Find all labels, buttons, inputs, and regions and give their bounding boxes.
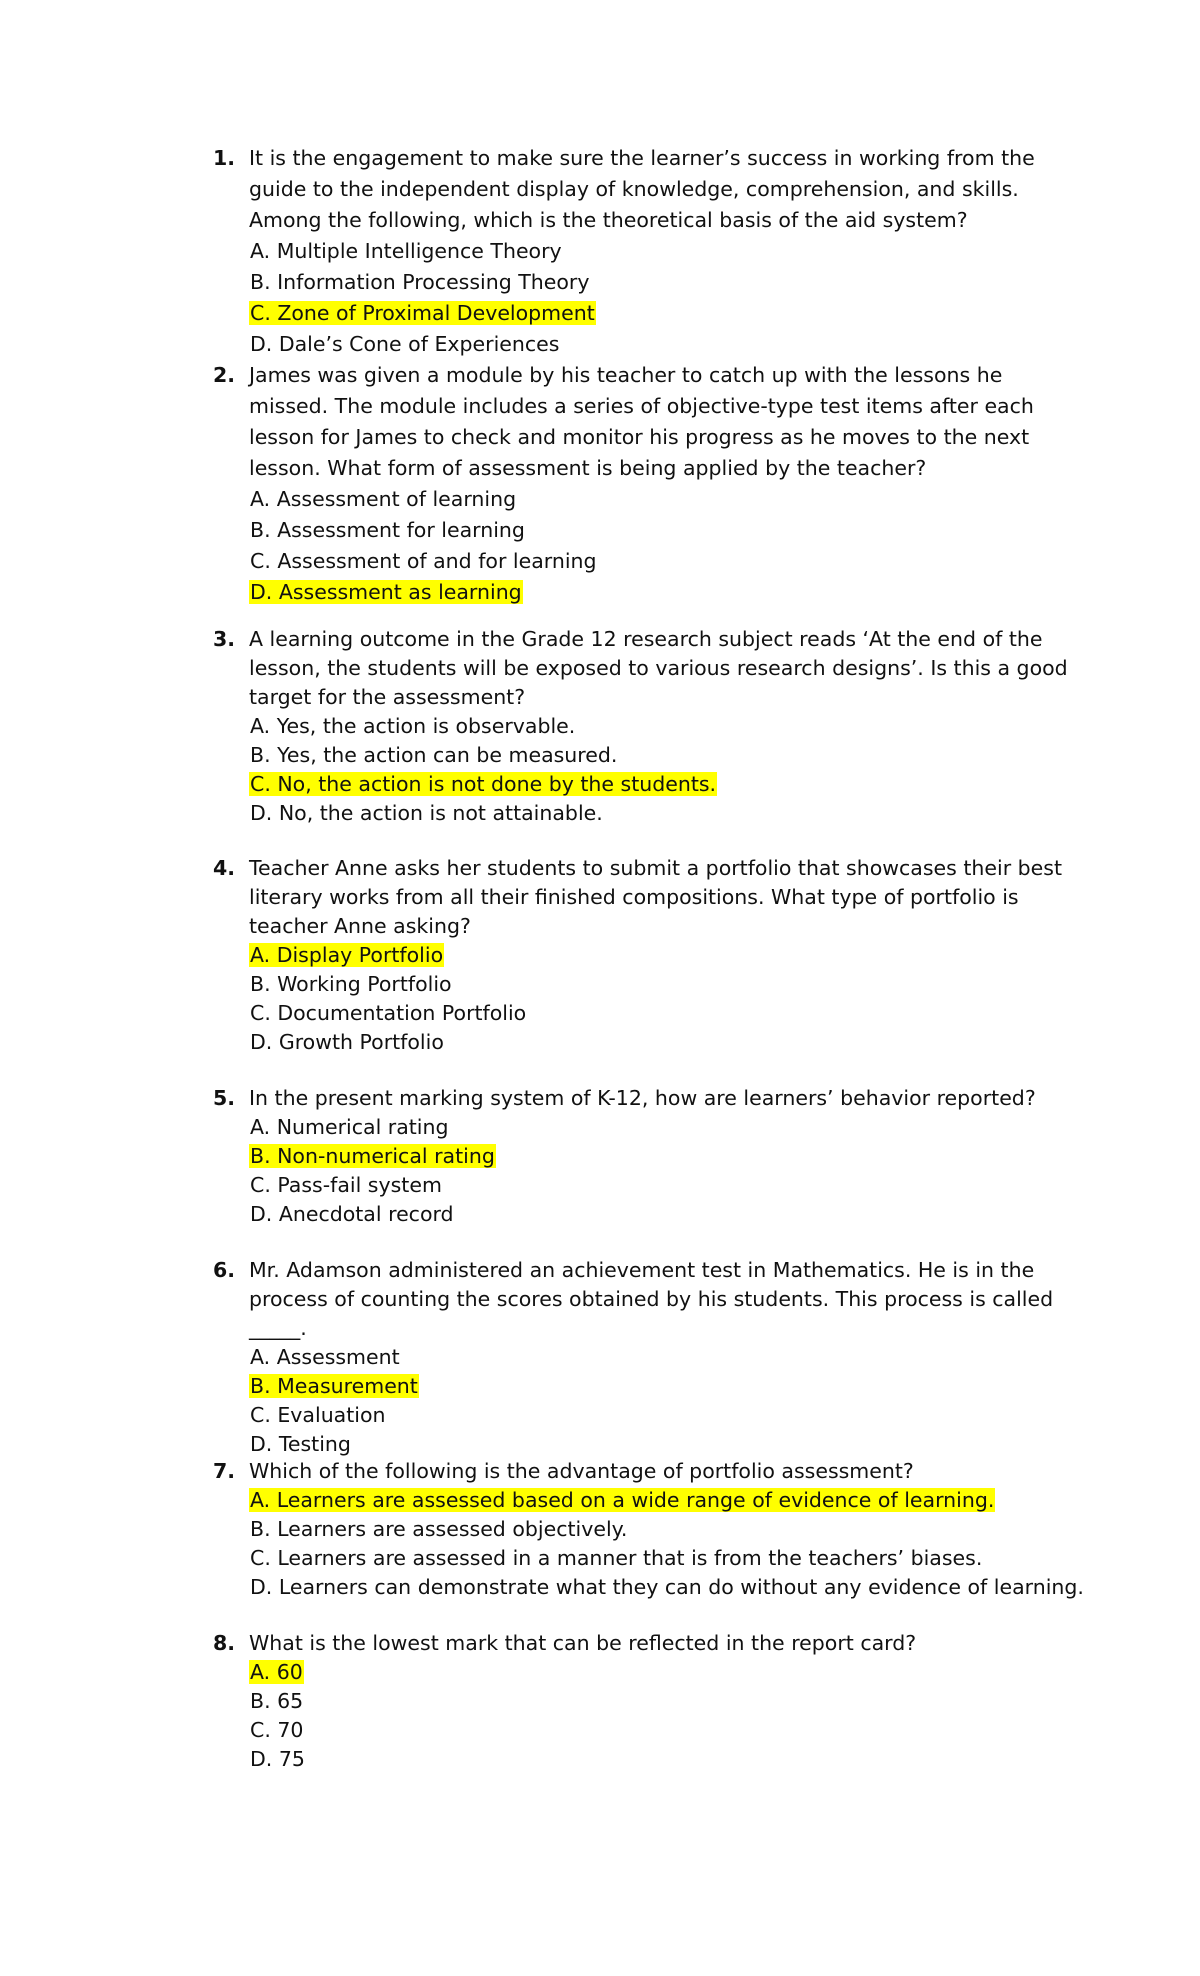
question-number: 4.	[213, 856, 236, 880]
option-label: C. Documentation Portfolio	[250, 1001, 527, 1025]
option-b	[249, 1687, 1073, 1716]
option-c	[249, 546, 1073, 577]
option-d	[249, 1745, 1073, 1774]
option-label: A. 60	[250, 1660, 303, 1684]
option-d	[249, 1200, 1073, 1229]
option-b-correct-answer	[249, 1142, 1073, 1171]
question-number: 2.	[213, 363, 236, 387]
option-a-correct-answer	[249, 1486, 1073, 1515]
question-text: It is the engagement to make sure the learner’s success in working from the guide to the independent display of knowledge, comprehension, and skills. Among the following, which is the theoretical basis of the aid system?	[249, 146, 1035, 232]
option-d	[249, 799, 1073, 828]
question-body	[249, 1256, 1073, 1459]
option-d	[249, 329, 1073, 360]
option-a	[249, 712, 1073, 741]
question-body	[249, 143, 1073, 360]
question-1	[213, 143, 1073, 360]
option-label: C. 70	[250, 1718, 304, 1742]
option-c	[249, 999, 1073, 1028]
option-c	[249, 1544, 1073, 1573]
question-text: Which of the following is the advantage of portfolio assessment?	[249, 1459, 914, 1483]
option-c	[249, 1401, 1073, 1430]
option-a	[249, 1113, 1073, 1142]
option-label: B. 65	[250, 1689, 304, 1713]
question-number: 6.	[213, 1258, 236, 1282]
option-c-correct-answer	[249, 298, 1073, 329]
option-label: A. Assessment of learning	[250, 487, 517, 511]
option-c	[249, 1716, 1073, 1745]
option-label: A. Yes, the action is observable.	[250, 714, 576, 738]
question-body	[249, 1457, 1084, 1602]
question-7	[213, 1457, 1084, 1602]
option-label: D. Anecdotal record	[250, 1202, 454, 1226]
option-d	[249, 1430, 1073, 1459]
question-body	[249, 625, 1073, 828]
option-label: A. Numerical rating	[250, 1115, 449, 1139]
question-number: 8.	[213, 1631, 236, 1655]
question-5	[213, 1084, 1073, 1229]
option-label: A. Assessment	[250, 1345, 400, 1369]
option-label: B. Yes, the action can be measured.	[250, 743, 618, 767]
option-b	[249, 970, 1073, 999]
option-d	[249, 1028, 1073, 1057]
option-b-correct-answer	[249, 1372, 1073, 1401]
option-label: D. Learners can demonstrate what they can do without any evidence of learning.	[250, 1575, 1084, 1599]
question-text: Mr. Adamson administered an achievement test in Mathematics. He is in the process of counting the scores obtained by his students. This process is called _____.	[249, 1258, 1054, 1340]
option-b	[249, 741, 1073, 770]
option-label: D. Dale’s Cone of Experiences	[250, 332, 560, 356]
option-label: C. Pass-fail system	[250, 1173, 442, 1197]
option-label: D. 75	[250, 1747, 305, 1771]
question-text: James was given a module by his teacher to catch up with the lessons he missed. The module includes a series of objective-type test items after each lesson for James to check and monitor his progress as he moves to the next lesson. What form of assessment is being applied by the teacher?	[249, 363, 1034, 480]
option-label: B. Learners are assessed objectively.	[250, 1517, 628, 1541]
question-8	[213, 1629, 1073, 1774]
option-label: B. Assessment for learning	[250, 518, 525, 542]
option-label: C. Learners are assessed in a manner that is from the teachers’ biases.	[250, 1546, 983, 1570]
option-label: D. No, the action is not attainable.	[250, 801, 603, 825]
option-label: A. Learners are assessed based on a wide range of evidence of learning.	[250, 1488, 995, 1512]
question-body	[249, 360, 1073, 608]
option-label: A. Multiple Intelligence Theory	[250, 239, 562, 263]
option-label: C. Assessment of and for learning	[250, 549, 597, 573]
option-d-correct-answer	[249, 577, 1073, 608]
option-c-correct-answer	[249, 770, 1073, 799]
option-label: C. Zone of Proximal Development	[250, 301, 595, 325]
option-a	[249, 1343, 1073, 1372]
option-a	[249, 236, 1073, 267]
option-label: D. Testing	[250, 1432, 351, 1456]
option-a-correct-answer	[249, 941, 1073, 970]
option-label: B. Information Processing Theory	[250, 270, 590, 294]
question-text: Teacher Anne asks her students to submit a portfolio that showcases their best literary works from all their finished compositions. What type of portfolio is teacher Anne asking?	[249, 856, 1062, 938]
option-label: C. No, the action is not done by the students.	[250, 772, 717, 796]
option-b	[249, 267, 1073, 298]
option-b	[249, 515, 1073, 546]
question-3	[213, 625, 1073, 828]
option-label: C. Evaluation	[250, 1403, 386, 1427]
option-label: B. Non-numerical rating	[250, 1144, 495, 1168]
question-2	[213, 360, 1073, 608]
option-label: D. Assessment as learning	[250, 580, 522, 604]
option-a	[249, 484, 1073, 515]
option-label: B. Measurement	[250, 1374, 418, 1398]
option-a-correct-answer	[249, 1658, 1073, 1687]
option-c	[249, 1171, 1073, 1200]
option-b	[249, 1515, 1073, 1544]
option-label: D. Growth Portfolio	[250, 1030, 444, 1054]
question-number: 5.	[213, 1086, 236, 1110]
question-text: What is the lowest mark that can be reflected in the report card?	[249, 1631, 917, 1655]
question-body	[249, 1629, 1073, 1774]
question-body	[249, 1084, 1073, 1229]
question-text: A learning outcome in the Grade 12 research subject reads ‘At the end of the lesson, the students will be exposed to various research designs’. Is this a good target for the assessment?	[249, 627, 1068, 709]
question-text: In the present marking system of K-12, how are learners’ behavior reported?	[249, 1086, 1036, 1110]
option-label: A. Display Portfolio	[250, 943, 444, 967]
option-label: B. Working Portfolio	[250, 972, 452, 996]
question-number: 1.	[213, 146, 236, 170]
question-number: 3.	[213, 627, 236, 651]
question-body	[249, 854, 1073, 1057]
question-4	[213, 854, 1073, 1057]
question-number: 7.	[213, 1459, 236, 1483]
option-d	[249, 1573, 1084, 1602]
question-6	[213, 1256, 1073, 1459]
